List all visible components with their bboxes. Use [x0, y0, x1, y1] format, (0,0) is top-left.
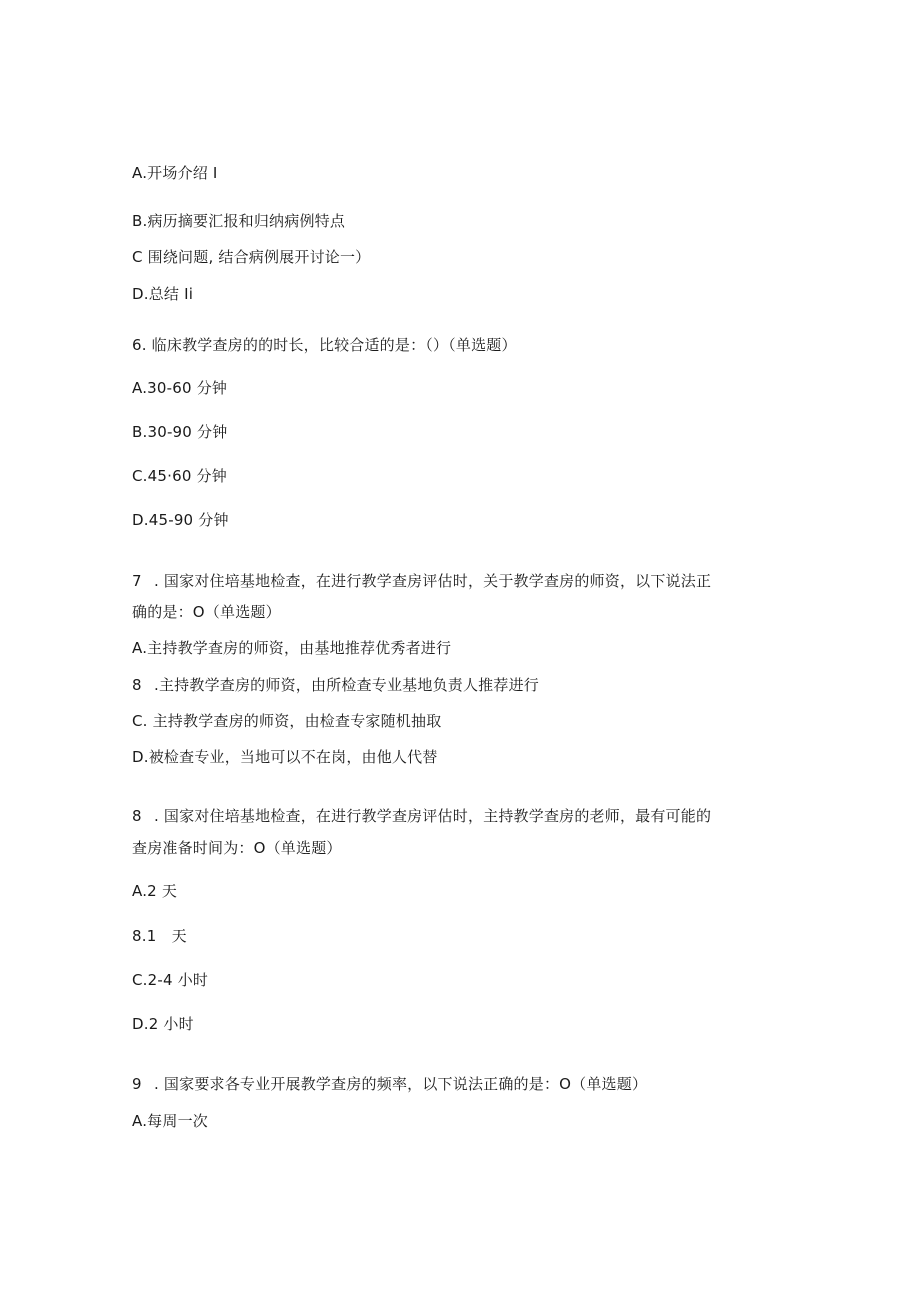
q6-option-c: C.45·60 分钟 [132, 467, 227, 485]
q7-option-a: A.主持教学查房的师资，由基地推荐优秀者进行 [132, 639, 452, 657]
q9-stem-text: . 国家要求各专业开展教学查房的频率，以下说法正确的是：O（单选题） [154, 1075, 648, 1093]
q7-option-b-number: 8 [132, 676, 142, 694]
q7-stem-line2: 确的是：O（单选题） [132, 603, 281, 621]
q9-number: 9 [132, 1075, 142, 1093]
q7-option-d: D.被检查专业，当地可以不在岗，由他人代替 [132, 748, 438, 766]
q6-stem: 6. 临床教学查房的的时长，比较合适的是：（）（单选题） [132, 336, 517, 354]
q8-stem-text: . 国家对住培基地检查，在进行教学查房评估时，主持教学查房的老师，最有可能的 [154, 807, 712, 825]
q8-option-d: D.2 小时 [132, 1015, 194, 1033]
q7-stem-text: . 国家对住培基地检查，在进行教学查房评估时，关于教学查房的师资，以下说法正 [154, 572, 712, 590]
q7-option-b-text: .主持教学查房的师资，由所检查专业基地负责人推荐进行 [154, 676, 539, 694]
q7-option-c: C. 主持教学查房的师资，由检查专家随机抽取 [132, 712, 442, 730]
q8-option-a: A.2 天 [132, 882, 178, 900]
q8-option-c: C.2-4 小时 [132, 971, 209, 989]
q7-stem-line1 [132, 571, 711, 591]
q8-number: 8 [132, 807, 142, 825]
q8-stem-line1 [132, 806, 711, 826]
q7-option-b [132, 675, 539, 695]
q8-stem-line2: 查房准备时间为：O（单选题） [132, 839, 342, 857]
q7-number: 7 [132, 572, 142, 590]
q9-option-a: A.每周一次 [132, 1112, 208, 1130]
q6-option-a: A.30-60 分钟 [132, 379, 228, 397]
q5-option-d: D.总结 Ii [132, 285, 194, 303]
q6-option-d: D.45-90 分钟 [132, 511, 229, 529]
q9-stem [132, 1074, 647, 1094]
q6-option-b: B.30-90 分钟 [132, 423, 228, 441]
q5-option-a: A.开场介绍 I [132, 164, 218, 182]
q5-option-c: C 围绕问题, 结合病例展开讨论一） [132, 248, 371, 266]
q8-option-b: 8.1 天 [132, 927, 187, 945]
q5-option-b: B.病历摘要汇报和归纳病例特点 [132, 212, 346, 230]
